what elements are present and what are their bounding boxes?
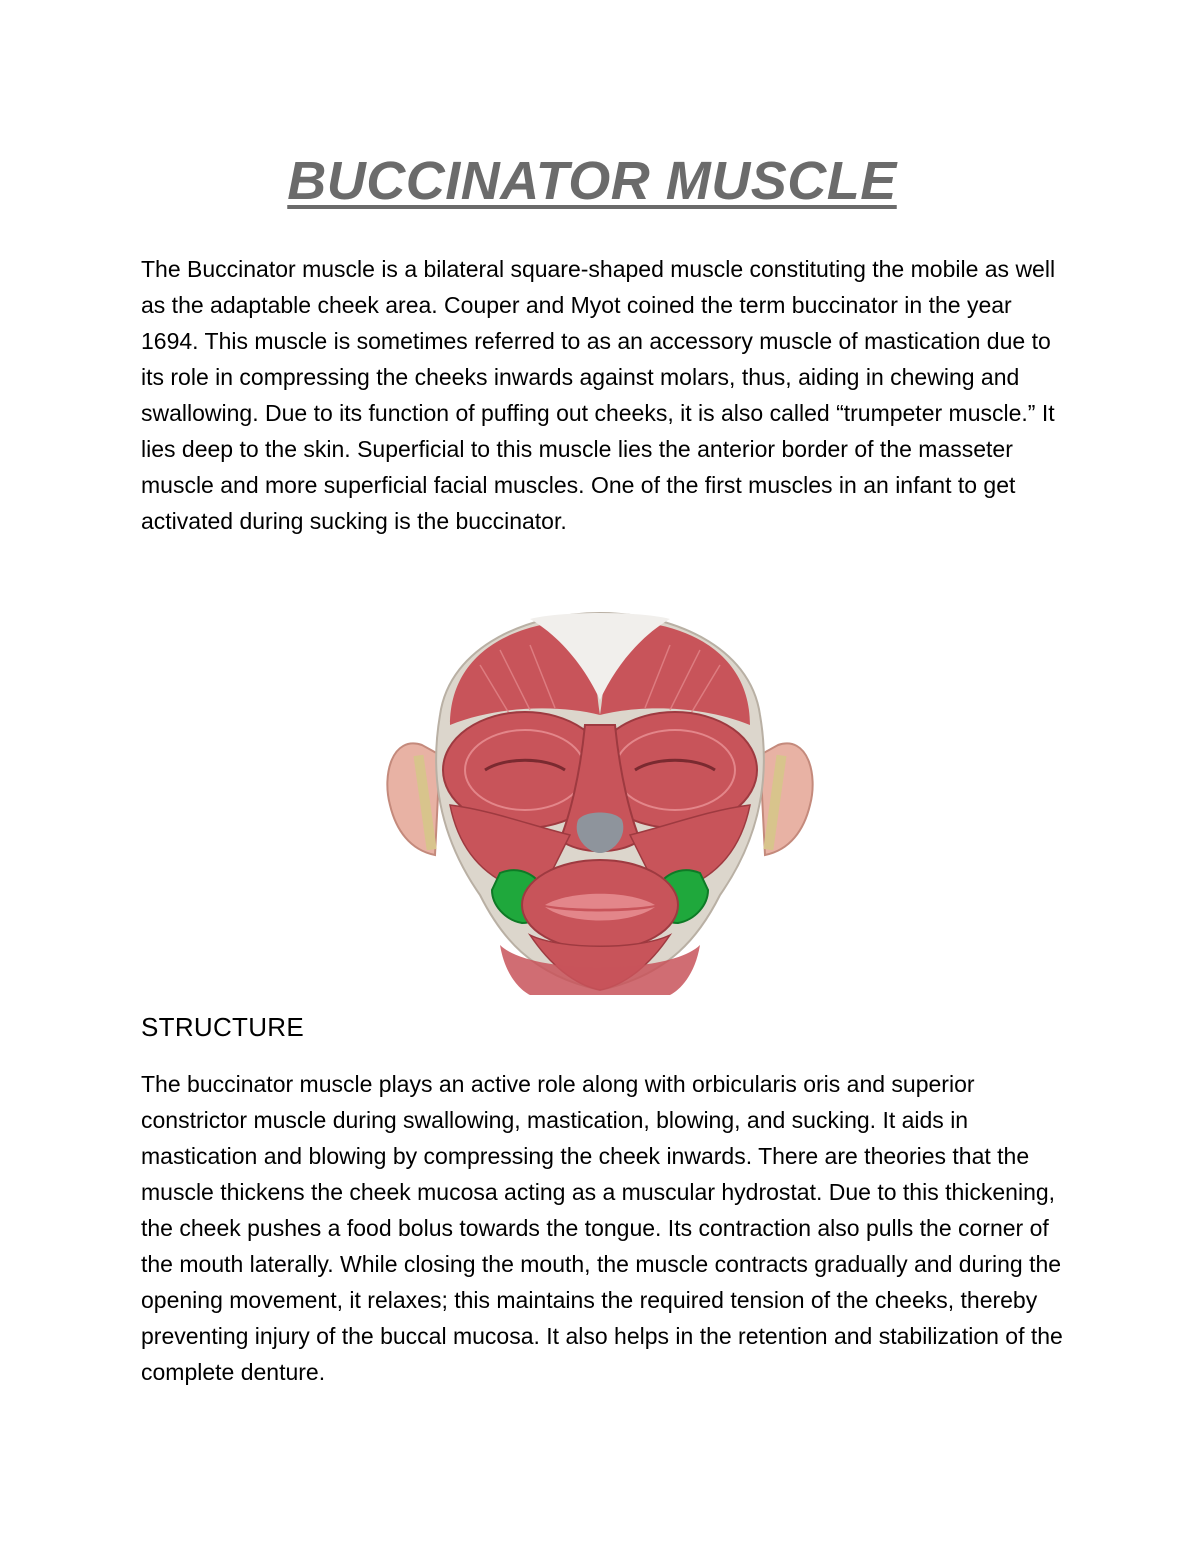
page-title: BUCCINATOR MUSCLE [287,151,897,211]
intro-paragraph: The Buccinator muscle is a bilateral square-shaped muscle constituting the mobile as well as the adaptable cheek area. Couper and Myot coined the term buccinator in the year 1694. This muscle is sometimes referred to as an accessory muscle of mastication due to its role in compressing the cheeks inwards against molars, thus, aiding in chewing and swallowing. Due to its function of puffing out cheeks, it is also called “trumpeter muscle.” It lies deep to the skin. Superficial to this muscle lies the anterior border of the masseter muscle and more superficial facial muscles. One of the first muscles in an infant to get activated during sucking is the buccinator. [141,256,1056,534]
structure-heading: STRUCTURE [141,1012,305,1042]
face-muscles-svg [380,605,820,995]
structure-paragraph: The buccinator muscle plays an active role along with orbicularis oris and superior constrictor muscle during swallowing, mastication, blowing, and sucking. It aids in mastication and blowing by compressing the cheek inwards. There are theories that the muscle thickens the cheek mucosa acting as a muscular hydrostat. Due to this thickening, the cheek pushes a food bolus towards the tongue. Its contraction also pulls the corner of the mouth laterally. While closing the mouth, the muscle contracts gradually and during the opening movement, it relaxes; this maintains the required tension of the cheeks, thereby preventing injury of the buccal mucosa. It also helps in the retention and stabilization of the complete denture. [141,1071,1063,1385]
facial-muscles-illustration [380,605,820,995]
